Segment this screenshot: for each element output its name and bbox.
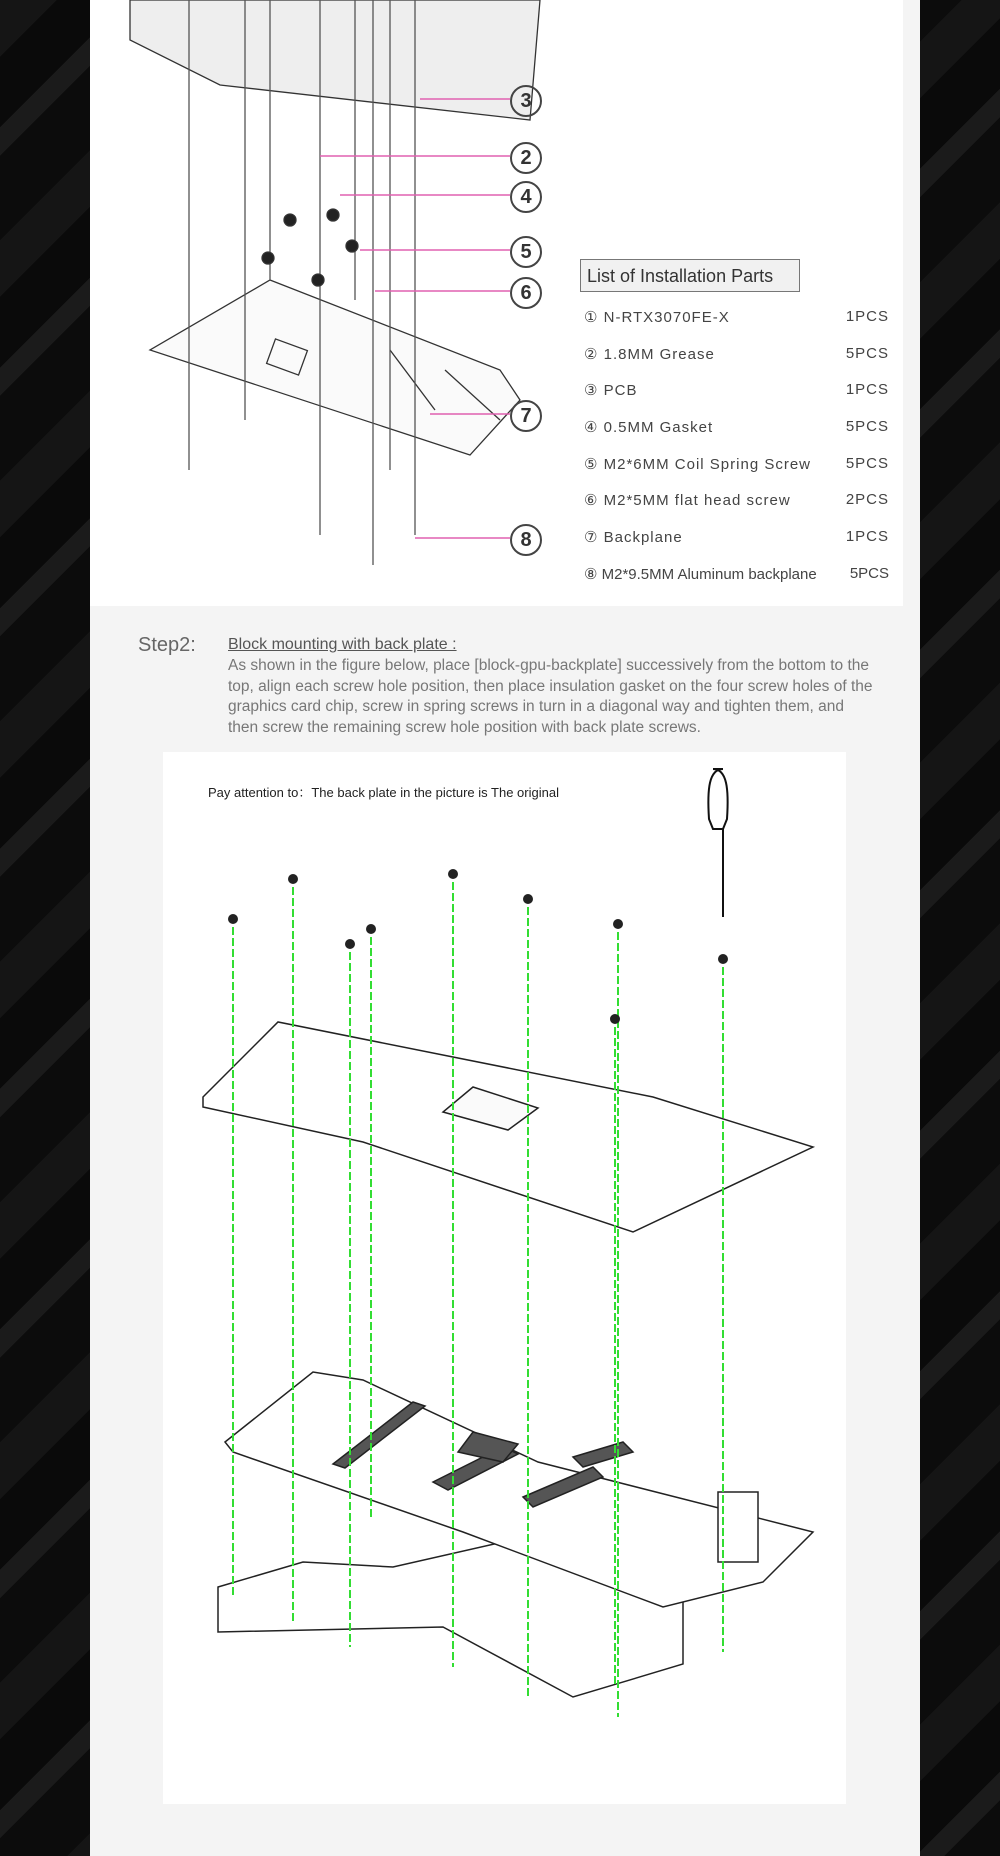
callout-3: 3 (510, 85, 542, 117)
list-item: ④ 0.5MM Gasket 5PCS (584, 418, 889, 437)
list-item: ⑥ M2*5MM flat head screw 2PCS (584, 491, 889, 510)
screw-icon (288, 874, 298, 884)
parts-list (584, 308, 889, 602)
callout-5: 5 (510, 236, 542, 268)
list-item: ② 1.8MM Grease 5PCS (584, 344, 889, 363)
callout-2: 2 (510, 142, 542, 174)
assembly-drawing (163, 752, 846, 1804)
list-item: ① N-RTX3070FE-X 1PCS (584, 308, 889, 326)
callout-4: 4 (510, 181, 542, 213)
attention-note: Pay attention to：The back plate in the picture is The original (208, 785, 559, 800)
screw-icon (366, 924, 376, 934)
list-item: ⑤ M2*6MM Coil Spring Screw 5PCS (584, 454, 889, 473)
step-heading: Block mounting with back plate : (228, 636, 457, 653)
screw-icon (228, 914, 238, 924)
step-description: As shown in the figure below, place [block-gpu-backplate] successively from the bottom to the top, align each screw hole position, then place insulation gasket on the four screw holes of the graphics card chip, screw in spring screws in turn in a diagonal way and tighten them, and then screw the remaining screw hole position with back plate screws. (228, 657, 873, 736)
screw-icon (345, 939, 355, 949)
screw-icon (448, 869, 458, 879)
callout-8: 8 (510, 524, 542, 556)
parts-list-title: List of Installation Parts (580, 259, 800, 292)
screw-icon (610, 1014, 620, 1024)
screw-icon (613, 919, 623, 929)
list-item: ③ PCB 1PCS (584, 381, 889, 400)
screw-icon (718, 954, 728, 964)
step-label: Step2: (138, 634, 196, 656)
list-item: ⑧ M2*9.5MM Aluminum backplane 5PCS (584, 564, 889, 583)
callout-6: 6 (510, 277, 542, 309)
screw-icon (523, 894, 533, 904)
list-item: ⑦ Backplane 1PCS (584, 528, 889, 547)
callout-7: 7 (510, 400, 542, 432)
assembly-diagram (163, 752, 846, 1804)
